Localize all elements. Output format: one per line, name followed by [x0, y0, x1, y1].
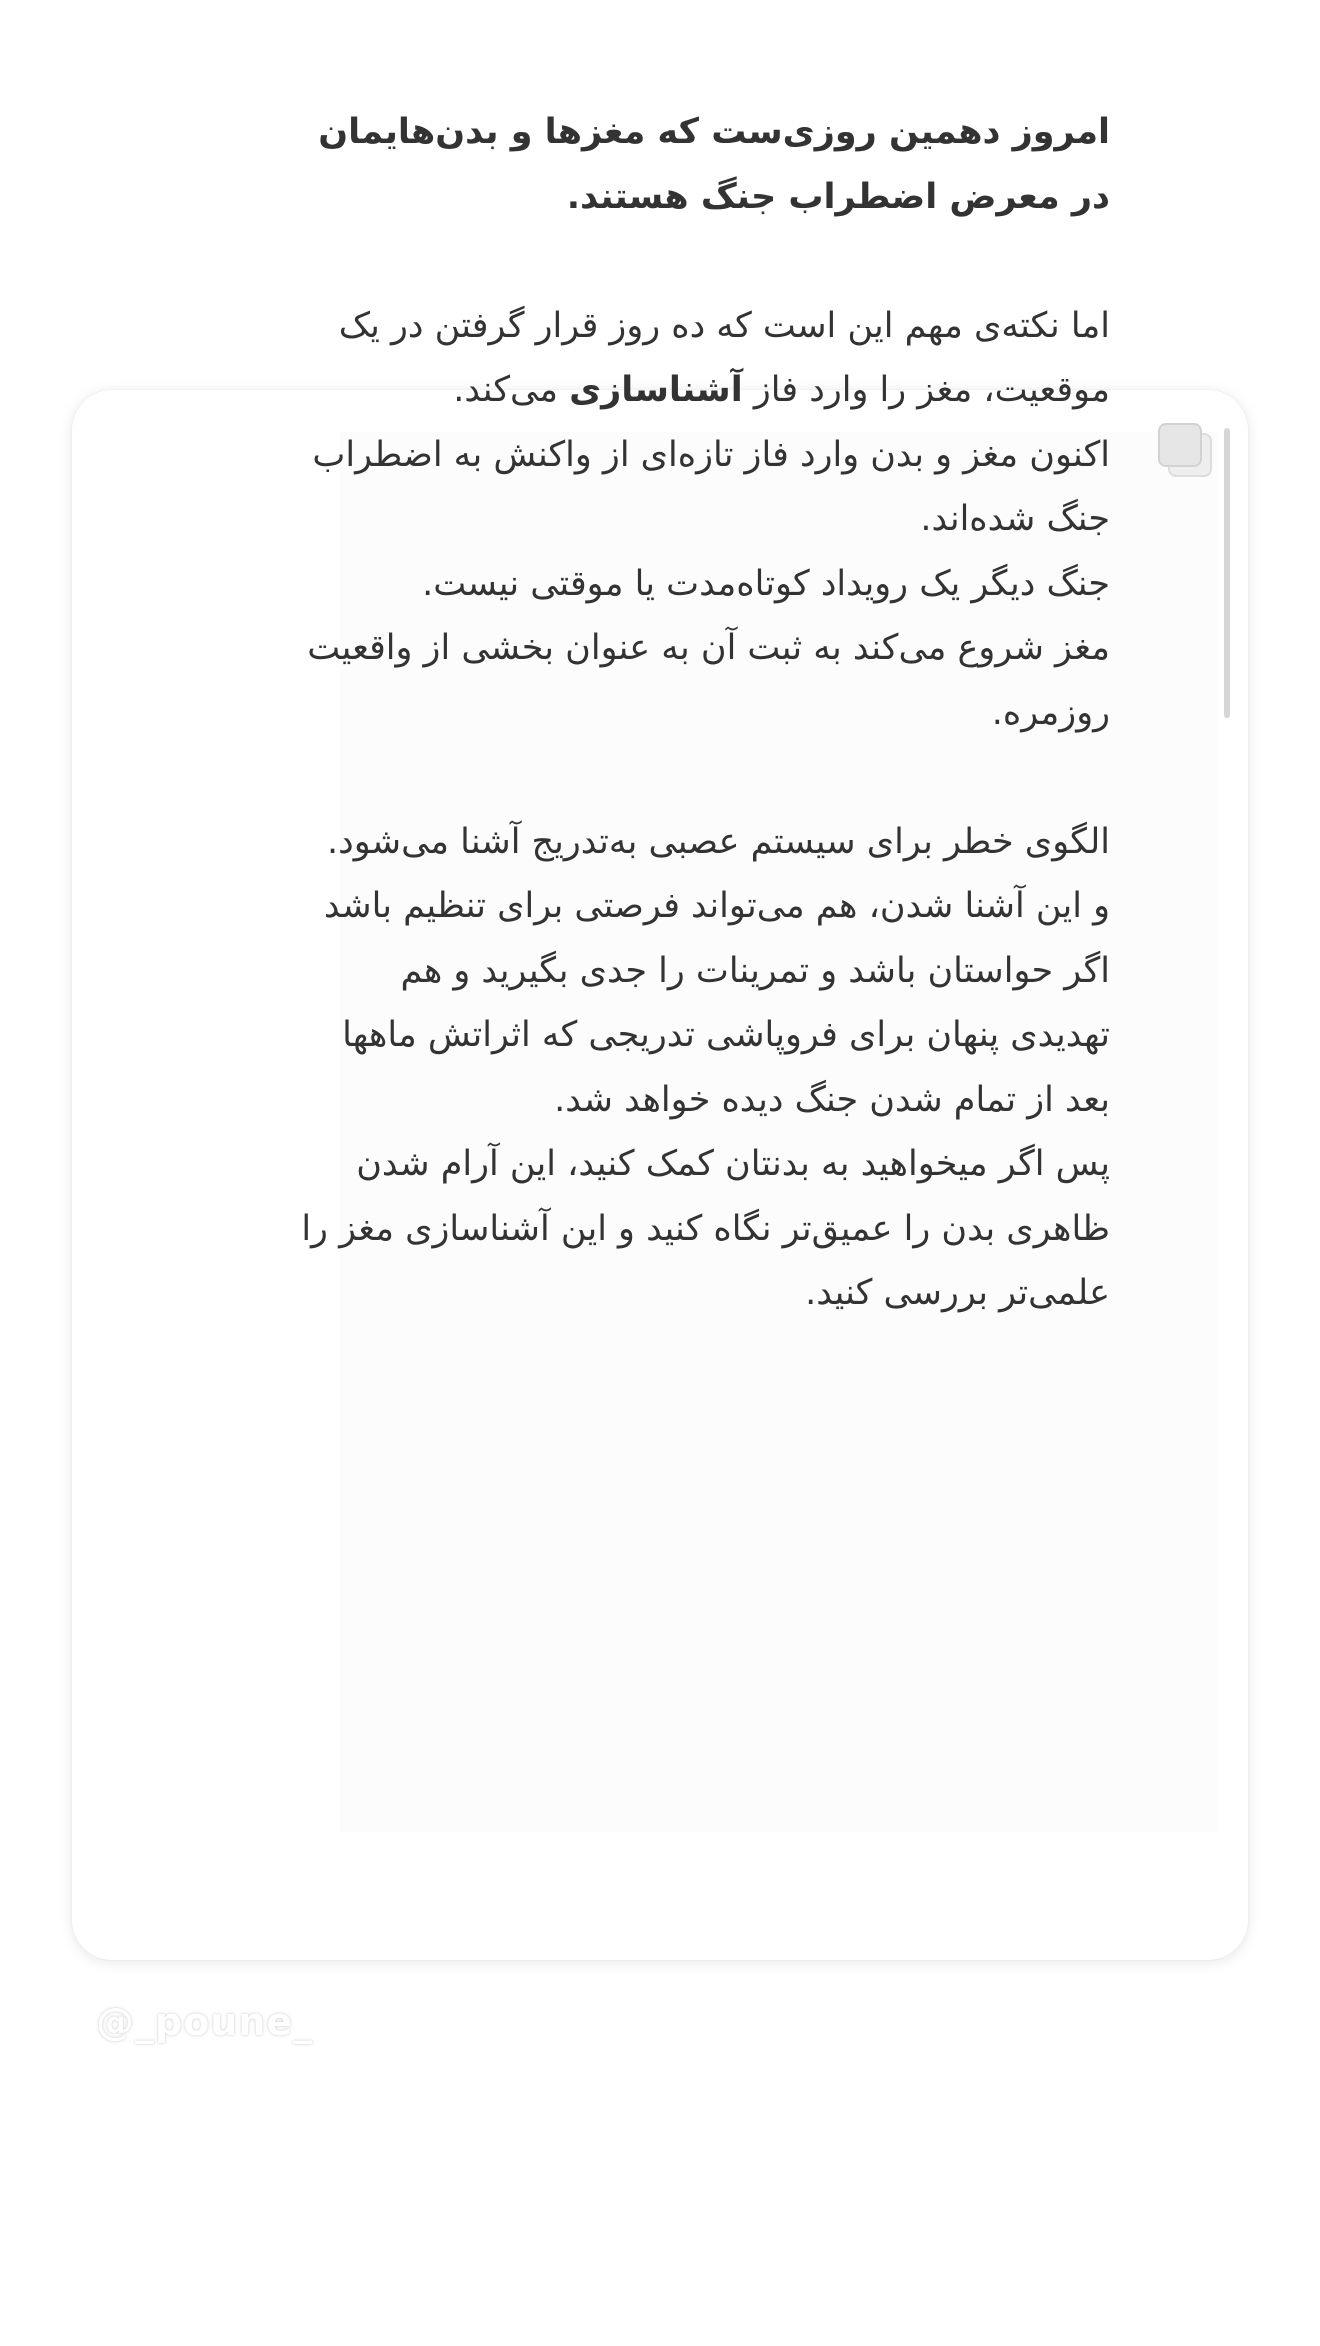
post-paragraph-opportunity-threat: و این آشنا شدن، هم می‌تواند فرصتی برای تنظیم باشد اگر حواستان باشد و تمرینات را جدی بگیرید و هم تهدیدی پنهان برای فروپاشی تدریجی که اثراتش ماهها بعد از تمام شدن جنگ دیده خواهد شد. [323, 886, 1110, 1120]
post-paragraph-not-temporary: جنگ دیگر یک رویداد کوتاه‌مدت یا موقتی نیست. [422, 563, 1110, 604]
post-paragraph-new-phase: اکنون مغز و بدن وارد فاز تازه‌ای از واکنش به اضطراب جنگ شده‌اند. [312, 434, 1110, 539]
copy-icon-front [1158, 423, 1202, 467]
scrollbar[interactable] [1224, 428, 1230, 718]
post-text [300, 100, 1110, 1326]
post-paragraph-daily-reality: مغز شروع می‌کند به ثبت آن به عنوان بخشی از واقعیت روزمره. [307, 628, 1110, 733]
post-paragraph-familiarization-start: اما نکته‌ی مهم این است که ده روز قرار گرفتن در یک موقعیت، مغز را وارد فاز [338, 305, 1110, 410]
post-paragraph-danger-pattern: الگوی خطر برای سیستم عصبی به‌تدریج آشنا می‌شود. [326, 821, 1110, 862]
post-heading: امروز دهمین روزی‌ست که مغزها و بدن‌هایمان در معرض اضطراب جنگ هستند. [318, 112, 1110, 217]
paragraph-spacer [300, 745, 1110, 810]
author-watermark: @_poune_ [96, 2000, 314, 2044]
post-paragraph-advice: پس اگر میخواهید به بدنتان کمک کنید، این آرام شدن ظاهری بدن را عمیق‌تر نگاه کنید و این آشناسازی مغز را علمی‌تر بررسی کنید. [301, 1144, 1110, 1313]
post-paragraph-familiarization-end: می‌کند. [453, 370, 570, 410]
post-keyword-familiarization: آشناسازی [569, 370, 743, 410]
post-paragraph-familiarization [300, 294, 1110, 423]
paragraph-spacer [300, 229, 1110, 294]
copy-icon[interactable] [1158, 423, 1214, 479]
